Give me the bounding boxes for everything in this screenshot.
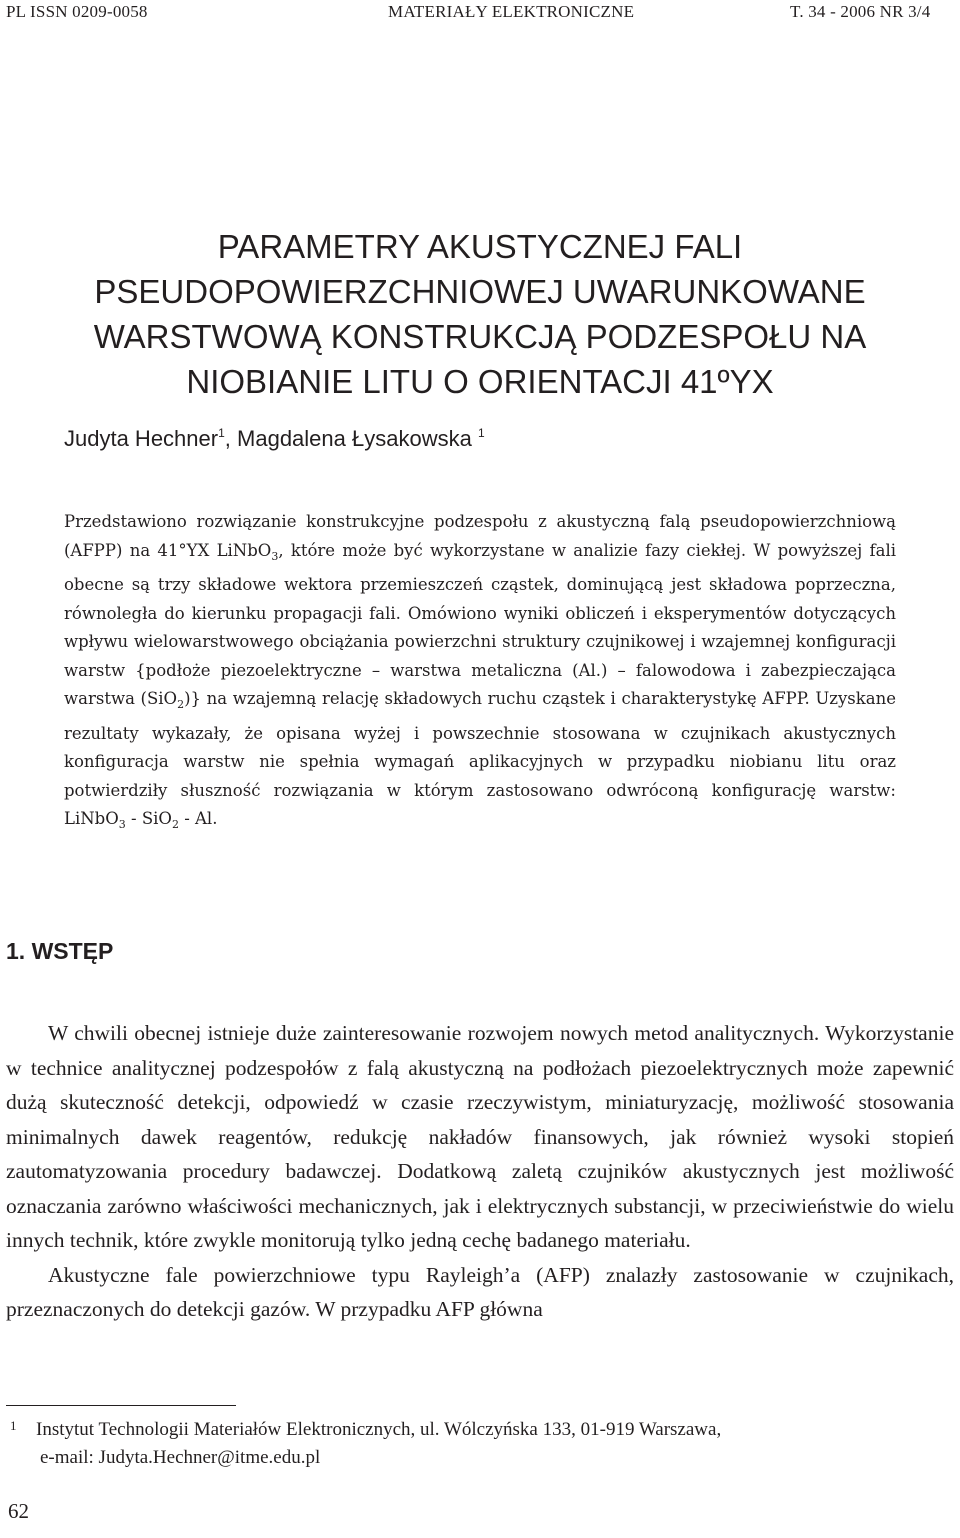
title-line: PARAMETRY AKUSTYCZNEJ FALI [217, 228, 743, 265]
section-heading: 1. WSTĘP [6, 938, 114, 964]
footnote [6, 1416, 954, 1472]
author-name: Magdalena Łysakowska [237, 426, 472, 451]
affiliation-mark: 1 [218, 426, 225, 440]
affiliation-mark: 1 [477, 426, 485, 440]
footnote-divider [6, 1405, 236, 1406]
abstract-text: , które może być wykorzystane w analizie fazy ciekłej. W powyższej fali obecne są trzy składowe wektora przemieszczeń cząstek, dominującą jest składowa poprzeczna, równoległa do kierunku propagacji fali. Omówiono wyniki obliczeń i eksperymentów dotyczących wpływu wielowarstwowego obciążania powierzchni struktury czujnikowej i wzajemnej konfiguracji warstw {podłoże piezoelektryczne – warstwa metaliczna (Al.) – falowodowa i zabezpieczająca warstwa (SiO [64, 540, 896, 708]
paragraph: Akustyczne fale powierzchniowe typu Rayleigh’a (AFP) znalazły zastosowanie w czujnikach, przeznaczonych do detekcji gazów. W przypadku AFP główna [6, 1262, 954, 1321]
page-number: 62 [8, 1499, 29, 1523]
footnote-mark: 1 [10, 1418, 17, 1433]
author-separator: , [224, 426, 238, 451]
abstract-text: - SiO [125, 809, 172, 828]
subscript: 3 [271, 549, 279, 563]
footnote-affiliation: Instytut Technologii Materiałów Elektronicznych, ul. Wólczyńska 133, 01-919 Warszawa, [36, 1419, 722, 1440]
body-text [6, 1016, 954, 1327]
article-title [50, 224, 910, 404]
abstract-text: )} na wzajemną relację składowych ruchu cząstek i charakterystykę AFPP. Uzyskane rezultaty wykazały, że opisana wyżej i powszechnie stosowana w czujnikach akustycznych konfiguracja warstw nie spełnia wymagań aplikacyjnych w przypadku niobianu litu oraz potwierdziły słuszność rozwiązania w którym zastosowano odwróconą konfigurację warstw: LiNbO [64, 689, 897, 828]
journal-issn: PL ISSN 0209-0058 [6, 2, 148, 21]
paragraph: W chwili obecnej istnieje duże zainteresowanie rozwojem nowych metod analitycznych. Wykorzystanie w technice analitycznej podzespołów z falą akustyczną na podłożach piezoelektrycznych może zapewnić dużą skuteczność detekcji, odpowiedź w czasie rzeczywistym, miniaturyzację, możliwość stosowania minimalnych dawek reagentów, redukcję nakładów finansowych, jak również wysoki stopień zautomatyzowania procedury badawczej. Dodatkową zaletą czujników akustycznych jest możliwość oznaczania zarówno właściwości mechanicznych, jak i elektrycznych substancji, w przeciwieństwie do wielu innych technik, które zwykle monitorują tylko jedną cechę badanego materiału. [6, 1021, 954, 1252]
journal-volume: T. 34 - 2006 NR 3/4 [790, 2, 931, 21]
subscript: 2 [177, 698, 185, 711]
abstract-text: Przedstawiono rozwiązanie konstrukcyjne podzespołu z akustyczną falą pseudopowierzchniową (AFPP) na 41°YX LiNbO [64, 512, 896, 560]
title-line: NIOBIANIE LITU O ORIENTACJI 41ºYX [186, 363, 774, 400]
author-name: Judyta Hechner [64, 426, 219, 451]
subscript: 2 [171, 818, 179, 831]
subscript: 3 [118, 818, 126, 831]
title-line: PSEUDOPOWIERZCHNIOWEJ UWARUNKOWANE [94, 273, 866, 310]
abstract [64, 508, 896, 840]
journal-name: MATERIAŁY ELEKTRONICZNE [388, 2, 635, 21]
title-line: WARSTWOWĄ KONSTRUKCJĄ PODZESPOŁU NA [93, 318, 867, 355]
footnote-email: e-mail: Judyta.Hechner@itme.edu.pl [40, 1447, 321, 1468]
abstract-text: - Al. [178, 809, 218, 828]
author-list [64, 426, 485, 452]
